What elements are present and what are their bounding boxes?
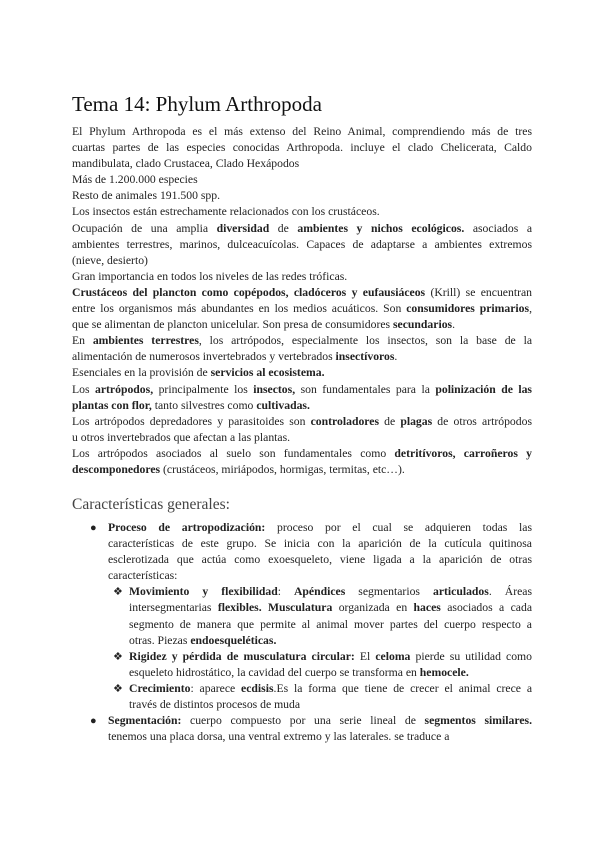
text-run: En: [72, 334, 93, 348]
text-run: . Áreas: [488, 585, 533, 599]
text-run: Ocupación de una amplia: [72, 221, 217, 235]
bold-text: servicios al ecosistema.: [210, 366, 325, 380]
text-line: [129, 600, 532, 616]
text-line: [72, 269, 532, 285]
text-run: El: [354, 649, 376, 663]
text-run: intersegmentarias: [129, 601, 218, 615]
text-run: segmento de manera que permite al animal mover partes del cuerpo respecto a: [129, 617, 532, 631]
text-line: [129, 633, 532, 649]
text-line: [129, 665, 532, 681]
intro-text: [72, 124, 532, 478]
text-run: , los artrópodos, especialmente los insectos, son la base de la: [198, 334, 533, 348]
diamond-bullet-icon: ❖: [113, 682, 123, 695]
text-run: Esenciales en la provisión de: [72, 366, 211, 380]
text-run: (nieve, desierto): [72, 253, 148, 267]
characteristics-list: [0, 520, 600, 745]
text-run: Los artrópodos depredadores y parasitoides son: [72, 414, 311, 428]
text-line: [72, 221, 532, 237]
text-run: .: [452, 318, 456, 332]
text-line: [72, 156, 532, 172]
section-title: Características generales:: [72, 496, 230, 513]
bold-text: polinización de las: [435, 382, 532, 396]
text-run: través de distintos procesos de muda: [129, 698, 301, 712]
list-item: [0, 520, 600, 584]
text-line: [108, 713, 532, 729]
text-run: .Es la forma que tiene de crecer el animal crece a: [273, 681, 533, 695]
text-run: Más de 1.200.000 especies: [72, 173, 198, 187]
text-run: que se alimentan de plancton unicelular. Son presa de consumidores: [72, 318, 393, 332]
text-line: [108, 520, 532, 536]
bold-text: articulados: [432, 585, 489, 599]
text-run: cuerpo compuesto por una serie lineal de: [181, 714, 425, 728]
text-run: alimentación de numerosos invertebrados y vertebrados: [72, 350, 336, 364]
text-run: tanto silvestres como: [151, 398, 257, 412]
bold-text: plagas: [400, 414, 433, 428]
text-line: [72, 285, 532, 301]
bold-text: cultivadas.: [256, 398, 310, 412]
bold-text: flexibles.: [217, 601, 262, 615]
text-run: de: [379, 414, 401, 428]
text-run: esqueleto hidrostático, la cavidad del cuerpo se transforma en: [129, 665, 420, 679]
bold-text: plantas con flor,: [72, 398, 152, 412]
text-line: [72, 398, 532, 414]
text-line: [72, 462, 532, 478]
text-run: pierde su utilidad como: [410, 649, 532, 663]
text-line: [72, 365, 532, 381]
text-line: [129, 697, 532, 713]
text-run: características:: [108, 569, 178, 583]
text-run: (crustáceos, miriápodos, hormigas, termitas, etc…).: [160, 462, 405, 476]
bold-text: artrópodos,: [95, 382, 154, 396]
list-item-text: [108, 520, 532, 584]
bold-text: detritívoros, carroñeros y: [394, 446, 532, 460]
text-line: [129, 649, 532, 665]
bold-text: insectívoros: [335, 350, 395, 364]
bold-text: haces: [413, 601, 441, 615]
diamond-bullet-icon: ❖: [113, 586, 123, 599]
text-line: [72, 317, 532, 333]
text-line: [72, 414, 532, 430]
text-run: u otros invertebrados que afectan a las plantas.: [72, 430, 291, 444]
bold-text: endoesqueléticas.: [190, 633, 277, 647]
text-line: [72, 430, 532, 446]
bold-text: Rigidez y pérdida de musculatura circular:: [129, 649, 355, 663]
bold-text: Musculatura: [268, 601, 333, 615]
text-line: [72, 446, 532, 462]
text-run: proceso por el cual se adquieren todas las: [265, 521, 533, 534]
text-run: El Phylum Arthropoda es el más extenso del Reino Animal, comprendiendo más de tres: [72, 125, 532, 138]
list-item: [0, 713, 600, 745]
text-line: [72, 188, 532, 204]
bold-text: segmentos similares.: [424, 714, 532, 728]
text-line: [129, 681, 532, 697]
text-run: Los: [72, 382, 95, 396]
text-run: entre los organismos más abundantes en los medios acuáticos. Son: [72, 302, 407, 316]
text-run: tenemos una placa dorsa, una ventral extremo y las laterales. se traduce a: [108, 730, 450, 744]
text-run: : aparece: [190, 681, 242, 695]
text-line: [72, 237, 532, 253]
sub-list-item: [0, 681, 600, 713]
text-line: [72, 124, 532, 140]
text-line: [108, 552, 532, 568]
text-line: [108, 729, 532, 745]
bold-text: celoma: [375, 649, 411, 663]
bold-text: ambientes y nichos ecológicos.: [297, 221, 465, 235]
text-line: [72, 382, 532, 398]
text-line: [72, 253, 532, 269]
text-run: ,: [529, 302, 532, 316]
text-run: otras. Piezas: [129, 633, 191, 647]
text-run: Gran importancia en todos los niveles de las redes tróficas.: [72, 269, 348, 283]
bold-text: Movimiento y flexibilidad: [129, 585, 278, 599]
text-run: :: [277, 585, 294, 599]
text-line: [72, 349, 532, 365]
text-line: [129, 617, 532, 633]
list-item-text: [129, 584, 532, 648]
bold-text: Segmentación:: [108, 714, 182, 728]
bold-text: diversidad: [216, 221, 270, 235]
bold-text: insectos,: [253, 382, 296, 396]
text-run: de: [269, 221, 298, 235]
text-line: [108, 568, 532, 584]
bold-text: Crecimiento: [129, 681, 191, 695]
text-run: asociados a cada: [440, 601, 533, 615]
text-run: características de este grupo. Se inicia con la aparición de la cutícula quitinosa: [108, 537, 532, 551]
text-line: [129, 584, 532, 600]
bold-text: secundarios: [393, 318, 453, 332]
list-item-text: [129, 649, 532, 681]
text-run: ambientes terrestres, marinos, dulceacuícolas. Capaces de adaptarse a ambientes extremos: [72, 237, 532, 251]
text-run: Los artrópodos asociados al suelo son fundamentales como: [72, 446, 395, 460]
text-line: [72, 140, 532, 156]
text-run: esclerotizada que actúa como exoesqueleto, viene ligada a la aparición de otras: [108, 553, 532, 567]
bold-text: Proceso de artropodización:: [108, 521, 266, 534]
list-item-text: [108, 713, 532, 745]
sub-list-item: [0, 649, 600, 681]
bullet-icon: ●: [90, 522, 97, 534]
text-run: (Krill) se encuentran: [425, 285, 532, 299]
text-run: mandibulata, clado Crustacea, Clado Hexápodos: [72, 157, 300, 171]
bold-text: Crustáceos del plancton como copépodos, cladóceros y eufausiáceos: [72, 285, 426, 299]
page-title: Tema 14: Phylum Arthropoda: [72, 92, 322, 116]
bold-text: consumidores primarios: [406, 302, 530, 316]
text-run: son fundamentales para la: [295, 382, 436, 396]
text-run: Los insectos están estrechamente relacionados con los crustáceos.: [72, 205, 380, 219]
bold-text: hemocele.: [419, 665, 469, 679]
bold-text: ambientes terrestres: [92, 334, 199, 348]
bold-text: ecdisis: [241, 681, 274, 695]
text-run: asociados a: [464, 221, 533, 235]
diamond-bullet-icon: ❖: [113, 650, 123, 663]
text-run: de otros artrópodos: [432, 414, 532, 428]
bold-text: descomponedores: [72, 462, 161, 476]
list-item-text: [129, 681, 532, 713]
text-line: [72, 172, 532, 188]
text-line: [72, 301, 532, 317]
text-line: [108, 536, 532, 552]
bold-text: Apéndices: [293, 585, 346, 599]
text-line: [72, 204, 532, 220]
text-run: principalmente los: [153, 382, 254, 396]
bold-text: controladores: [310, 414, 379, 428]
sub-list-item: [0, 584, 600, 648]
text-run: Resto de animales 191.500 spp.: [72, 189, 221, 203]
text-run: segmentarios: [345, 585, 433, 599]
bullet-icon: ●: [90, 715, 97, 728]
text-run: cuartas partes de las especies conocidas Arthropoda. incluye el clado Chelicerata, Caldo: [72, 141, 532, 155]
text-run: .: [394, 350, 398, 364]
text-run: organizada en: [332, 601, 414, 615]
text-line: [72, 333, 532, 349]
